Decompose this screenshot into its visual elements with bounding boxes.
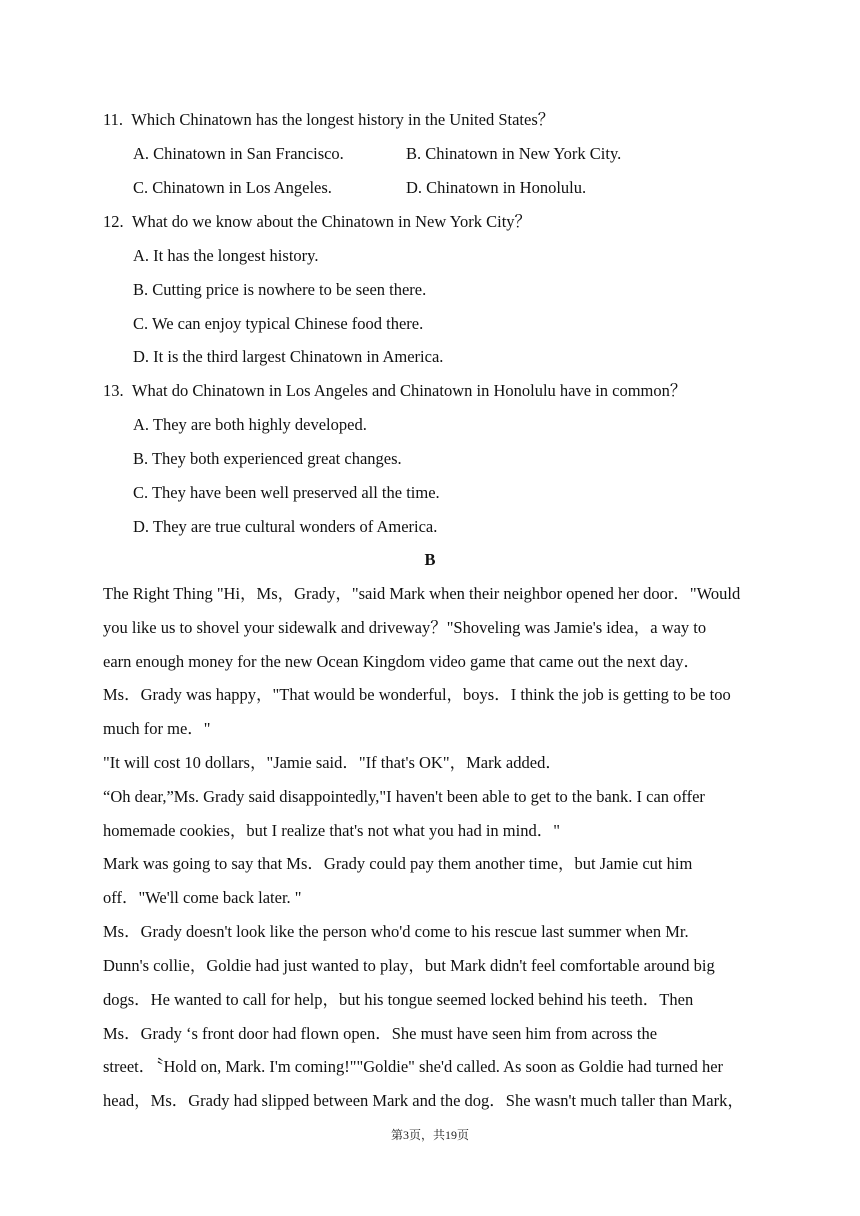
passage-line: homemade cookies，but I realize that's not what you had in mind．" — [103, 821, 560, 840]
passage-line: "It will cost 10 dollars，"Jamie said．"If that's OK"，Mark added． — [103, 753, 562, 772]
passage-line: Ms．Grady doesn't look like the person who'd come to his rescue last summer when Mr. — [103, 922, 689, 941]
q12-option-d: D. It is the third largest Chinatown in America. — [133, 347, 444, 366]
q11-option-a: A. Chinatown in San Francisco. — [133, 144, 344, 163]
question-text: What do Chinatown in Los Angeles and Chinatown in Honolulu have in common？ — [131, 381, 687, 400]
question-number: 11. — [103, 110, 124, 129]
q12-option-a: A. It has the longest history. — [133, 246, 319, 265]
passage-line: Ms．Grady ‘s front door had flown open．She must have seen him from across the — [103, 1024, 658, 1043]
passage-line: earn enough money for the new Ocean Kingdom video game that came out the next day． — [103, 652, 701, 671]
question-12-stem — [103, 212, 531, 232]
q12-option-b: B. Cutting price is nowhere to be seen there. — [133, 280, 427, 299]
passage-line: much for me．" — [103, 719, 211, 738]
q13-option-c: C. They have been well preserved all the time. — [133, 483, 440, 502]
q13-option-a: A. They are both highly developed. — [133, 415, 367, 434]
passage-line: head，Ms．Grady had slipped between Mark and the dog．She wasn't much taller than Mark， — [103, 1091, 744, 1110]
question-text: What do we know about the Chinatown in New York City？ — [131, 212, 532, 231]
question-11-stem — [103, 110, 554, 130]
q11-option-b: B. Chinatown in New York City. — [406, 144, 622, 163]
page-footer: 第3页，共19页 — [390, 1128, 469, 1142]
q12-option-c: C. We can enjoy typical Chinese food there. — [133, 314, 424, 333]
passage-line: you like us to shovel your sidewalk and driveway？"Shoveling was Jamie's idea，a way to — [103, 618, 707, 637]
q11-option-c: C. Chinatown in Los Angeles. — [133, 178, 332, 197]
q13-option-b: B. They both experienced great changes. — [133, 449, 402, 468]
passage-line: dogs．He wanted to call for help，but his tongue seemed locked behind his teeth．Then — [103, 990, 694, 1009]
section-heading: B — [424, 550, 436, 569]
passage-line: off．"We'll come back later. " — [103, 888, 302, 907]
question-13-stem — [103, 381, 686, 401]
passage-line: Ms．Grady was happy，"That would be wonderful，boys．I think the job is getting to be too — [103, 685, 731, 704]
passage-line: “Oh dear,”Ms. Grady said disappointedly,"I haven't been able to get to the bank. I can offer — [103, 787, 705, 806]
q11-option-d: D. Chinatown in Honolulu. — [406, 178, 587, 197]
question-number: 12. — [103, 212, 124, 231]
passage-line: street．〝Hold on, Mark. I'm coming!""Goldie" she'd called. As soon as Goldie had turned her — [103, 1057, 724, 1076]
q13-option-d: D. They are true cultural wonders of America. — [133, 517, 438, 536]
question-number: 13. — [103, 381, 124, 400]
question-text: Which Chinatown has the longest history in the United States？ — [131, 110, 555, 129]
passage-line: Dunn's collie，Goldie had just wanted to play，but Mark didn't feel comfortable around big — [103, 956, 715, 975]
passage-line: Mark was going to say that Ms．Grady could pay them another time，but Jamie cut him — [103, 854, 693, 873]
passage-line: The Right Thing "Hi，Ms，Grady，"said Mark when their neighbor opened her door．"Would — [103, 584, 741, 603]
